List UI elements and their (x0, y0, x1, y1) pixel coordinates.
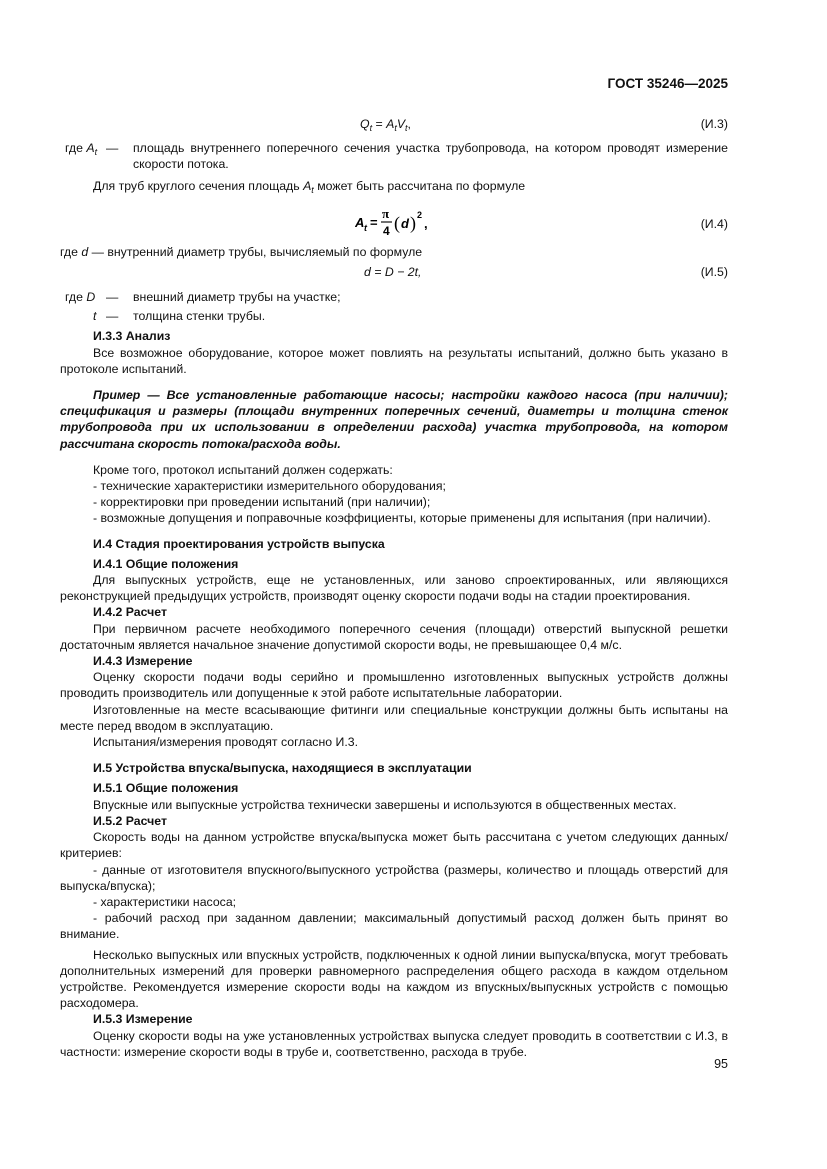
formula-i3-expression: $Q_t = A_tV_t$, (360, 117, 411, 133)
standard-header: ГОСТ 35246—2025 (607, 76, 728, 91)
list-item: - данные от изготовителя впускного/выпускного устройства (размеры, количество и площадь отверстий для выпуска/впуска); (60, 862, 728, 893)
where-t-label: t (93, 309, 97, 324)
section-i42-text: При первичном расчете необходимого поперечного сечения (площади) отверстий выпускной решетки достаточным является начальное значение допустимой скорости воды, не превышающее 0,4 м/с. (60, 621, 728, 652)
formula-i5-expression: d = D − 2t, (364, 265, 422, 280)
page-number: 95 (714, 1057, 728, 1071)
where-t-dash: — (106, 309, 119, 324)
where-at-text: площадь внутреннего поперечного сечения участка трубопровода, на котором проводят измерение скорости потока. (133, 141, 728, 172)
section-i5-title: И.5 Устройства впуска/выпуска, находящиеся в эксплуатации (93, 761, 472, 776)
list-item: - возможные допущения и поправочные коэффициенты, которые применены для испытания (при наличии). (93, 511, 711, 526)
section-i51-text: Впускные или выпускные устройства технически завершены и используются в общественных местах. (93, 797, 677, 812)
section-i4-title: И.4 Стадия проектирования устройств выпуска (93, 536, 385, 551)
section-i43-title: И.4.3 Измерение (93, 654, 193, 669)
svg-text:,: , (424, 216, 428, 232)
formula-i3-number: (И.3) (700, 117, 728, 131)
formula-i4-expression (355, 204, 450, 242)
list-item: - характеристики насоса; (93, 894, 237, 909)
section-i51-title: И.5.1 Общие положения (93, 781, 239, 796)
section-i41-title: И.4.1 Общие положения (93, 556, 239, 571)
formula-i4-number: (И.4) (700, 217, 728, 232)
section-i53-title: И.5.3 Измерение (93, 1012, 193, 1027)
svg-text:=: = (370, 215, 378, 231)
svg-text:): ) (410, 213, 416, 234)
example-paragraph: Пример — Все установленные работающие насосы; настройки каждого насоса (при наличии); спецификация и размеры (площади внутренних поперечных сечений, диаметры и толщина стенок трубопровода при их использовании в определении расхода) участка трубопровода, на котором рассчитана скорость потока/расхода воды. (60, 388, 728, 451)
svg-text:d: d (401, 216, 409, 232)
section-i52-p2: Несколько выпускных или впускных устройств, подключенных к одной линии выпуска/впуска, могут требовать дополнительных измерений для проверки равномерного распределения общего расхода в каждом отдельном устройстве. Рекомендуется измерение скорости воды на каждом из впускных/выпускных устройств с помощью расходомера. (60, 947, 728, 1011)
formula-i3 (60, 116, 728, 132)
where-t-line (60, 308, 728, 324)
svg-text:t: t (364, 223, 367, 234)
where-D-line (60, 289, 728, 305)
list-item: - корректировки при проведении испытаний (при наличии); (93, 495, 431, 510)
svg-text:π: π (382, 206, 390, 222)
svg-text:(: ( (394, 213, 400, 234)
where-D-label: где D (65, 290, 96, 305)
section-i33-text: Все возможное оборудование, которое может повлиять на результаты испытаний, должно быть указано в протоколе испытаний. (60, 345, 728, 376)
section-i33-title: И.3.3 Анализ (93, 329, 171, 344)
formula-i5 (60, 264, 728, 280)
section-i43-p3: Испытания/измерения проводят согласно И.3. (93, 735, 359, 750)
formula-i5-number: (И.5) (700, 265, 728, 280)
round-pipe-paragraph: Для труб круглого сечения площадь $A_t$ может быть рассчитана по формуле (93, 179, 526, 195)
where-d-paragraph: где d — внутренний диаметр трубы, вычисляемый по формуле (60, 245, 423, 260)
list-item: - технические характеристики измерительного оборудования; (93, 479, 446, 494)
svg-text:A: A (355, 215, 365, 231)
svg-text:2: 2 (417, 210, 423, 221)
section-i52-p1: Скорость воды на данном устройстве впуска/выпуска может быть рассчитана с учетом следующих данных/критериев: (60, 830, 728, 861)
where-D-text: внешний диаметр трубы на участке; (133, 290, 341, 305)
section-i43-p2: Изготовленные на месте всасывающие фитинги или специальные конструкции должны быть испытаны на месте перед вводом в эксплуатацию. (60, 702, 728, 733)
section-i41-text: Для выпускных устройств, еще не установленных, или заново спроектированных, или являющихся реконструкцией предыдущих устройств, производят оценку скорости подачи воды на стадии проектирования. (60, 573, 728, 604)
where-t-text: толщина стенки трубы. (133, 309, 266, 324)
where-D-dash: — (106, 290, 119, 305)
svg-text:4: 4 (383, 224, 390, 239)
where-at-block (60, 140, 728, 173)
section-i42-title: И.4.2 Расчет (93, 605, 168, 620)
main-text (60, 116, 728, 1060)
protocol-intro: Кроме того, протокол испытаний должен содержать: (93, 462, 393, 477)
section-i43-p1: Оценку скорости подачи воды серийно и промышленно изготовленных выпускных устройств должны проводить производитель или допущенные к этой работе испытательные лаборатории. (60, 670, 728, 701)
where-at-dash: — (106, 141, 119, 155)
section-i53-text: Оценку скорости воды на уже установленных устройствах выпуска следует проводить в соответствии с И.3, в частности: измерение скорости воды в трубе и, соответственно, расхода в трубе. (60, 1028, 728, 1059)
list-item: - рабочий расход при заданном давлении; максимальный допустимый расход должен быть принят во внимание. (60, 911, 728, 942)
formula-i4 (60, 204, 728, 244)
section-i52-title: И.5.2 Расчет (93, 813, 168, 828)
where-at-label: где $A_t$ (65, 141, 98, 157)
